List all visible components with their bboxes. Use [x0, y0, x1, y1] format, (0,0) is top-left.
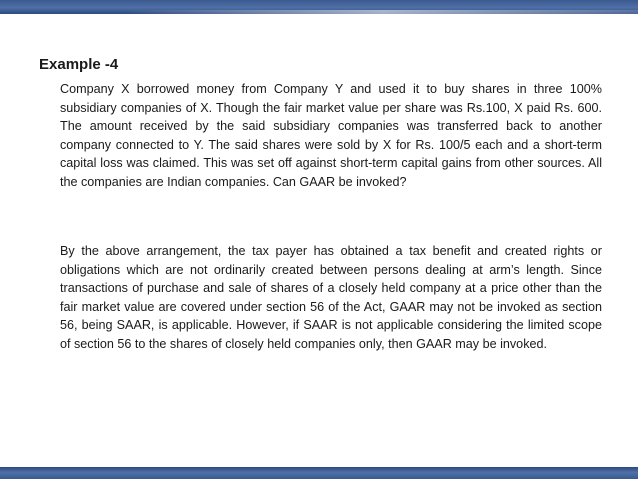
bottom-decorative-band: [0, 467, 638, 479]
slide-heading: Example -4: [39, 56, 119, 73]
top-band-highlight: [0, 10, 638, 15]
question-paragraph: Company X borrowed money from Company Y and used it to buy shares in three 100% subsidiary companies of X. Though the fair market value per share was Rs.100, X paid Rs. 600. The amount received by the said subsidiary companies was transferred back to another company connected to Y. The said shares were sold by X for Rs. 100/5 each and a short-term capital loss was claimed. This was set off against short-term capital gains from other sources. All the companies are Indian companies. Can GAAR be invoked?: [60, 82, 602, 189]
answer-paragraph: By the above arrangement, the tax payer has obtained a tax benefit and created rights or obligations which are not ordinarily created between persons dealing at arm’s length. Since transactions of purchase and sale of shares of a closely held company at a price other than the fair market value are covered under section 56 of the Act, GAAR may not be invoked as section 56, being SAAR, is applicable. However, if SAAR is not applicable considering the limited scope of section 56 to the shares of closely held companies only, then GAAR may be invoked.: [60, 244, 602, 351]
